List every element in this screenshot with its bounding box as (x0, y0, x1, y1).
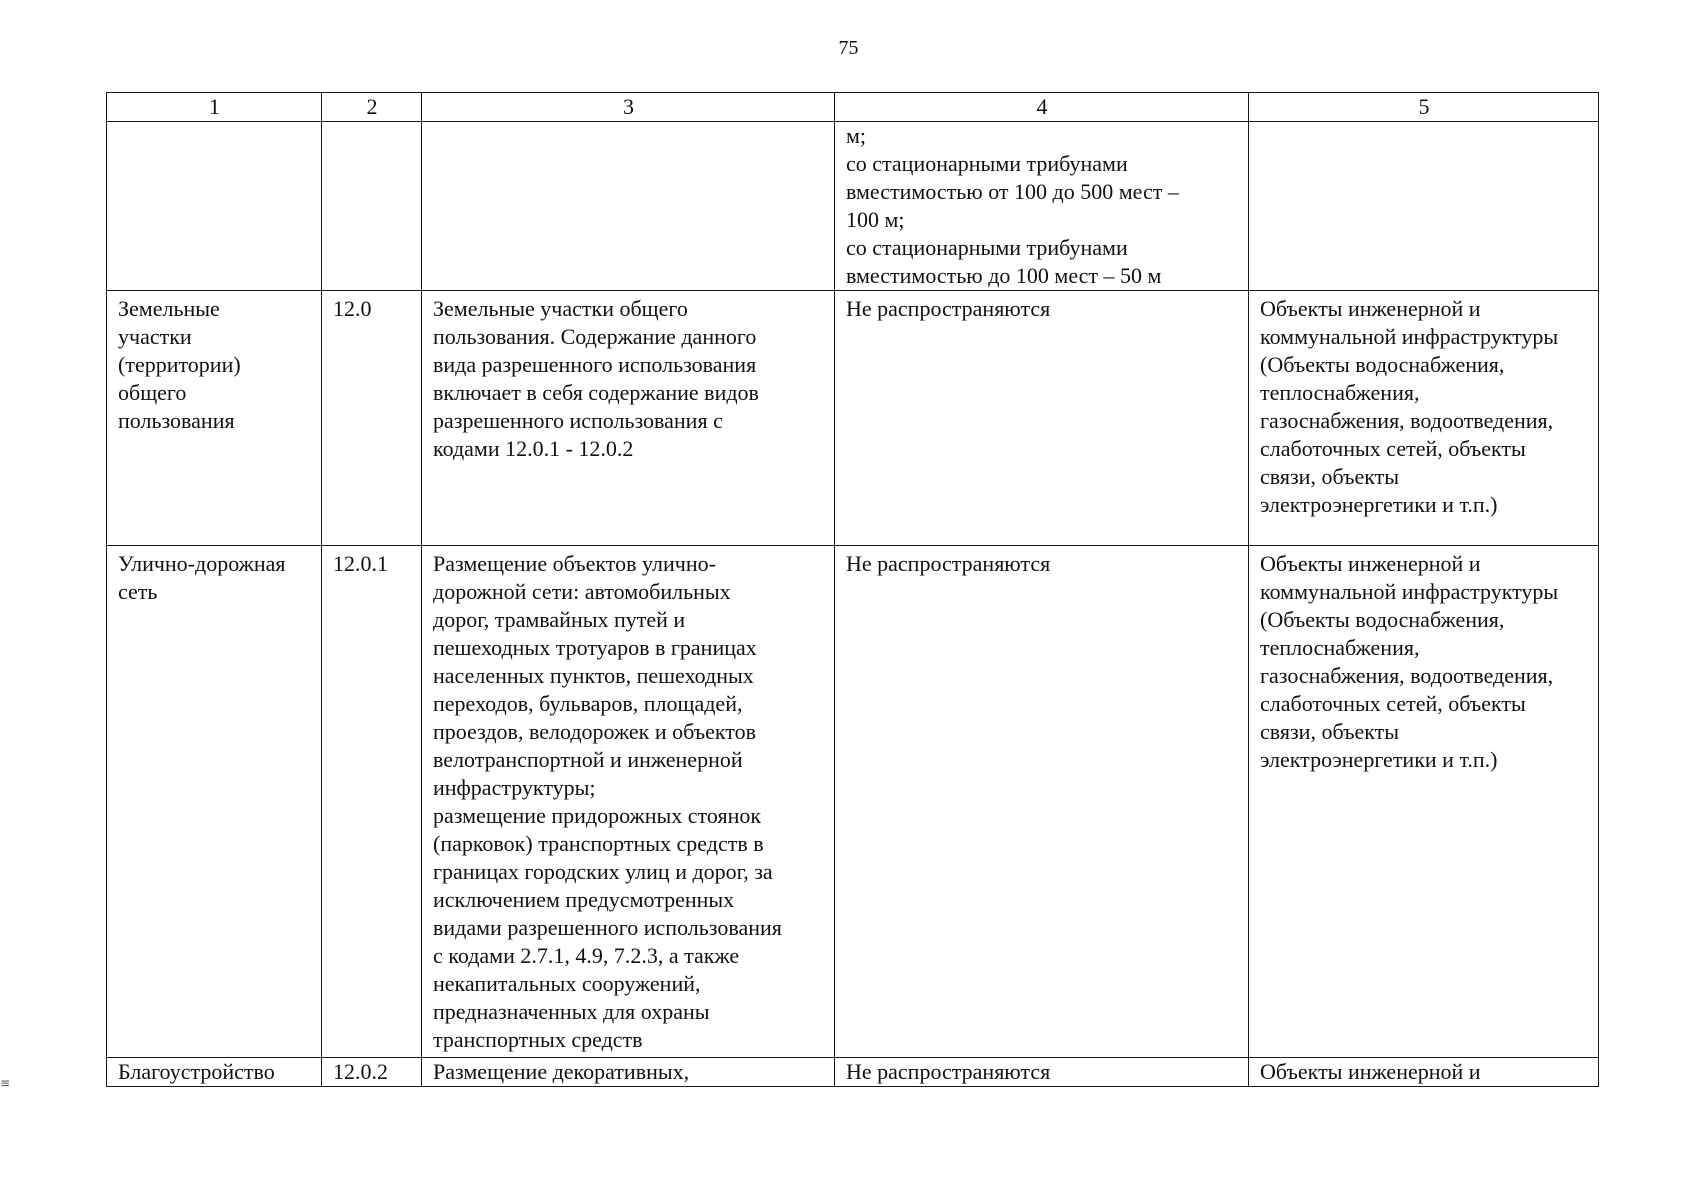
column-header-3: 3 (422, 93, 835, 122)
column-header-2: 2 (322, 93, 422, 122)
cell-code: 12.0.2 (322, 1058, 422, 1087)
cell-auxiliary-uses: Объекты инженерной и коммунальной инфраструктуры (Объекты водоснабжения, теплоснабжения, газоснабжения, водоотведения, слаботочных сетей, объекты связи, объекты электроэнергетики и т.п.) (1249, 291, 1599, 546)
table-row (107, 291, 1599, 546)
cell-code (322, 122, 422, 291)
cell-code: 12.0 (322, 291, 422, 546)
cell-limits: Не распространяются (835, 546, 1249, 1058)
cell-description (422, 122, 835, 291)
table-header-row (107, 93, 1599, 122)
cell-code: 12.0.1 (322, 546, 422, 1058)
margin-mark: ≡ (0, 1076, 11, 1090)
column-header-5: 5 (1249, 93, 1599, 122)
cell-limits: Не распространяются (835, 291, 1249, 546)
cell-use-name: Благоустройство (107, 1058, 322, 1087)
cell-auxiliary-uses (1249, 122, 1599, 291)
cell-description: Земельные участки общего пользования. Содержание данного вида разрешенного использования включает в себя содержание видов разрешенного использования с кодами 12.0.1 - 12.0.2 (422, 291, 835, 546)
cell-description: Размещение декоративных, (422, 1058, 835, 1087)
cell-description: Размещение объектов улично- дорожной сети: автомобильных дорог, трамвайных путей и пешеходных тротуаров в границах населенных пунктов, пешеходных переходов, бульваров, площадей, проездов, велодорожек и объектов велотранспортной и инженерной инфраструктуры; размещение придорожных стоянок (парковок) транспортных средств в границах городских улиц и дорог, за исключением предусмотренных видами разрешенного использования с кодами 2.7.1, 4.9, 7.2.3, а также некапитальных сооружений, предназначенных для охраны транспортных средств (422, 546, 835, 1058)
cell-auxiliary-uses: Объекты инженерной и (1249, 1058, 1599, 1087)
table-row (107, 1058, 1599, 1087)
cell-use-name: Земельные участки (территории) общего пользования (107, 291, 322, 546)
table-row (107, 546, 1599, 1058)
zoning-table (106, 92, 1599, 1087)
column-header-1: 1 (107, 93, 322, 122)
page-number: 75 (838, 37, 859, 59)
cell-limits: м; со стационарными трибунами вместимостью от 100 до 500 мест – 100 м; со стационарными трибунами вместимостью до 100 мест – 50 м (835, 122, 1249, 291)
cell-use-name: Улично-дорожная сеть (107, 546, 322, 1058)
column-header-4: 4 (835, 93, 1249, 122)
cell-limits: Не распространяются (835, 1058, 1249, 1087)
table-row (107, 122, 1599, 291)
cell-auxiliary-uses: Объекты инженерной и коммунальной инфраструктуры (Объекты водоснабжения, теплоснабжения, газоснабжения, водоотведения, слаботочных сетей, объекты связи, объекты электроэнергетики и т.п.) (1249, 546, 1599, 1058)
cell-use-name (107, 122, 322, 291)
